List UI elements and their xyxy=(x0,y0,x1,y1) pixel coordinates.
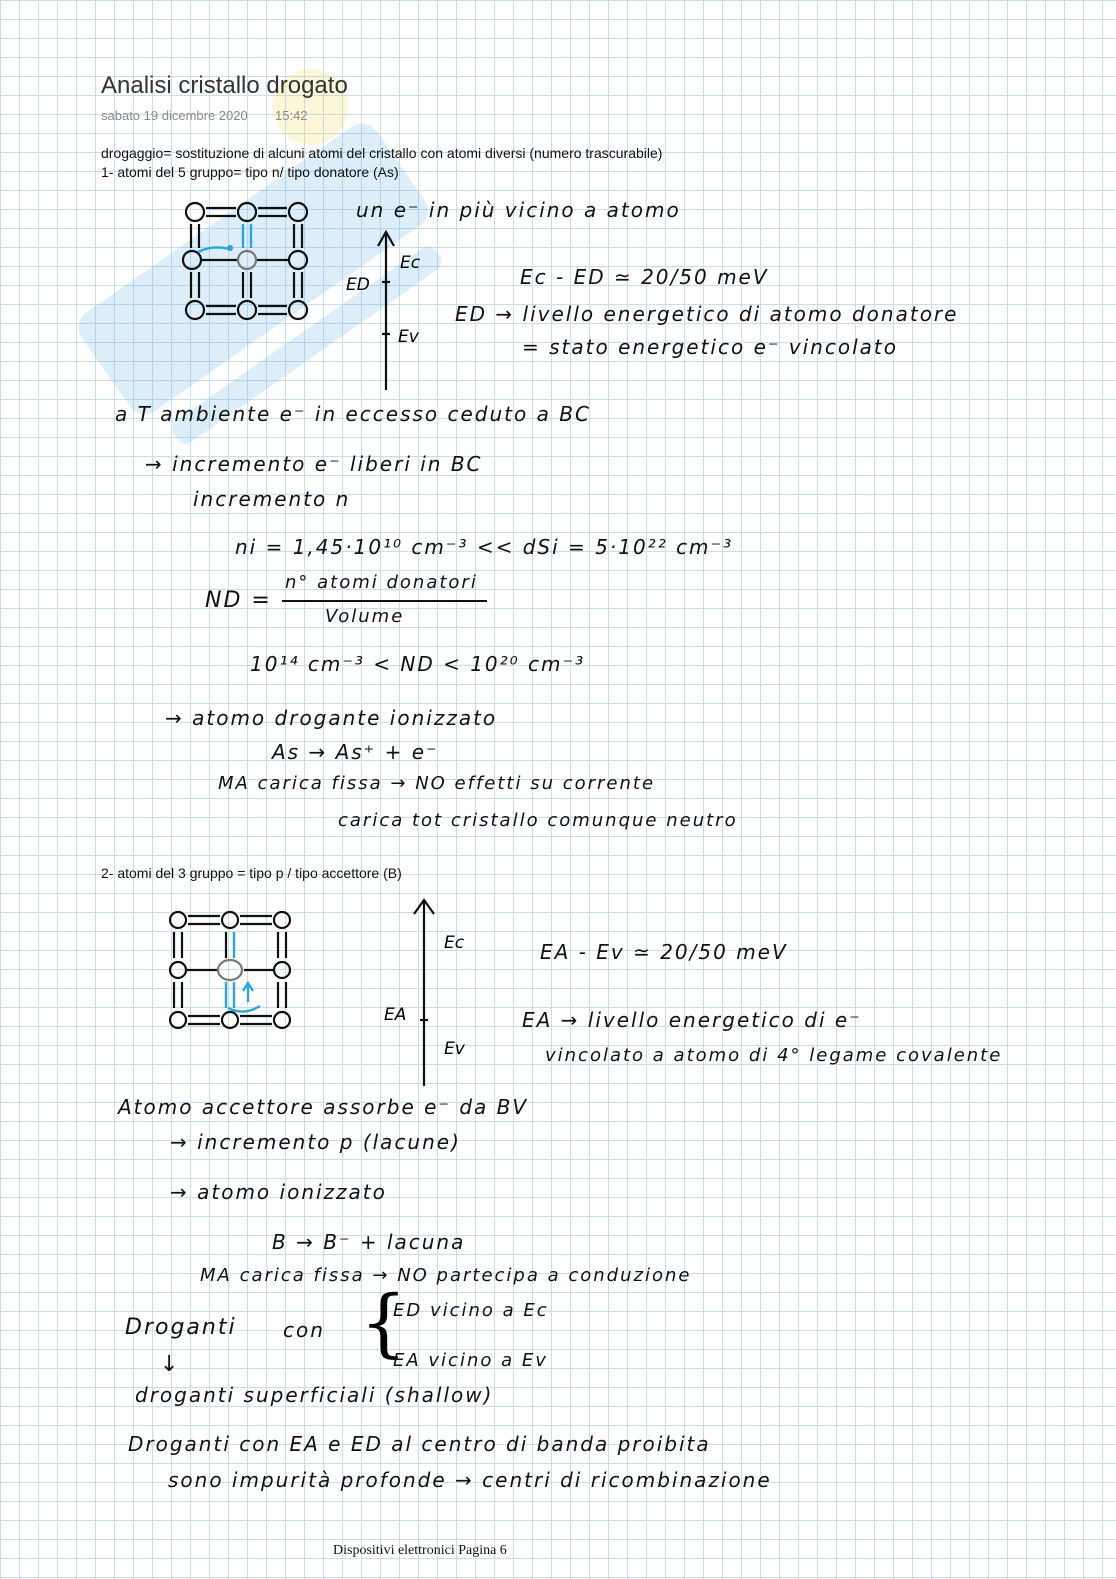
ec-ed-formula: Ec - ED ≃ 20/50 meV xyxy=(520,265,769,289)
fraction-bar xyxy=(282,600,487,602)
brace-icon: { xyxy=(360,1280,408,1366)
boron-reaction: B → B⁻ + lacuna xyxy=(272,1230,466,1254)
arsenic-reaction: As → As⁺ + e⁻ xyxy=(272,740,439,764)
intrinsic-concentration-equation: ni = 1,45·10¹⁰ cm⁻³ << dSi = 5·10²² cm⁻³ xyxy=(235,535,734,559)
nd-range: 10¹⁴ cm⁻³ < ND < 10²⁰ cm⁻³ xyxy=(250,652,586,676)
ed-close-ec: ED vicino a Ec xyxy=(393,1300,549,1321)
ec-label-1: Ec xyxy=(400,253,421,273)
nd-numerator: n° atomi donatori xyxy=(285,572,478,593)
ea-ev-formula: EA - Ev ≃ 20/50 meV xyxy=(540,940,788,964)
ea-label-2: EA xyxy=(384,1005,407,1025)
ed-definition-2: = stato energetico e⁻ vincolato xyxy=(522,335,898,359)
ev-label-2: Ev xyxy=(444,1039,465,1059)
ed-label-1: ED xyxy=(346,275,370,295)
down-arrow-icon: ↓ xyxy=(160,1352,181,1377)
note-date: sabato 19 dicembre 2020 xyxy=(101,108,248,123)
page-footer: Dispositivi elettronici Pagina 6 xyxy=(333,1543,507,1558)
ec-label-2: Ec xyxy=(444,933,465,953)
item-2-text: 2- atomi del 3 gruppo = tipo p / tipo accettore (B) xyxy=(101,865,402,881)
ea-close-ev: EA vicino a Ev xyxy=(393,1350,548,1371)
deep-dopants-text-1: Droganti con EA e ED al centro di banda proibita xyxy=(128,1432,711,1456)
increment-p-text: → incremento p (lacune) xyxy=(170,1130,461,1154)
deep-dopants-text-2: sono impurità profonde → centri di ricombinazione xyxy=(168,1468,772,1492)
ev-label-1: Ev xyxy=(398,327,419,347)
ionized-dopant-text: → atomo drogante ionizzato xyxy=(165,706,498,730)
ea-definition-1: EA → livello energetico di e⁻ xyxy=(522,1008,862,1032)
ionized-atom-text: → atomo ionizzato xyxy=(170,1180,387,1204)
nd-denominator: Volume xyxy=(325,606,405,627)
nd-symbol: ND = xyxy=(205,588,272,613)
fixed-charge-text-2: MA carica fissa → NO partecipa a conduzione xyxy=(200,1265,692,1286)
extra-electron-text: un e⁻ in più vicino a atomo xyxy=(356,198,681,222)
note-time: 15:42 xyxy=(275,108,308,123)
fixed-charge-text: MA carica fissa → NO effetti su corrente xyxy=(218,773,656,794)
page-title: Analisi cristallo drogato xyxy=(101,72,348,99)
ed-definition-1: ED → livello energetico di atomo donatore xyxy=(455,302,959,326)
acceptor-absorbs-text: Atomo accettore assorbe e⁻ da BV xyxy=(118,1095,529,1119)
increment-n-text: incremento n xyxy=(193,487,351,511)
neutral-crystal-text: carica tot cristallo comunque neutro xyxy=(338,810,738,831)
acceptor-lattice-diagram xyxy=(160,890,490,1090)
shallow-dopants-text: droganti superficiali (shallow) xyxy=(135,1383,494,1407)
con-label: con xyxy=(283,1318,325,1342)
ambient-temperature-text: a T ambiente e⁻ in eccesso ceduto a BC xyxy=(115,402,591,426)
item-1-text: 1- atomi del 5 gruppo= tipo n/ tipo donatore (As) xyxy=(101,164,399,180)
ea-definition-2: vincolato a atomo di 4° legame covalente xyxy=(545,1045,1003,1066)
free-electrons-text: → incremento e⁻ liberi in BC xyxy=(145,452,483,476)
droganti-label: Droganti xyxy=(125,1315,237,1340)
definition-text: drogaggio= sostituzione di alcuni atomi del cristallo con atomi diversi (numero trascurabile) xyxy=(101,145,663,161)
